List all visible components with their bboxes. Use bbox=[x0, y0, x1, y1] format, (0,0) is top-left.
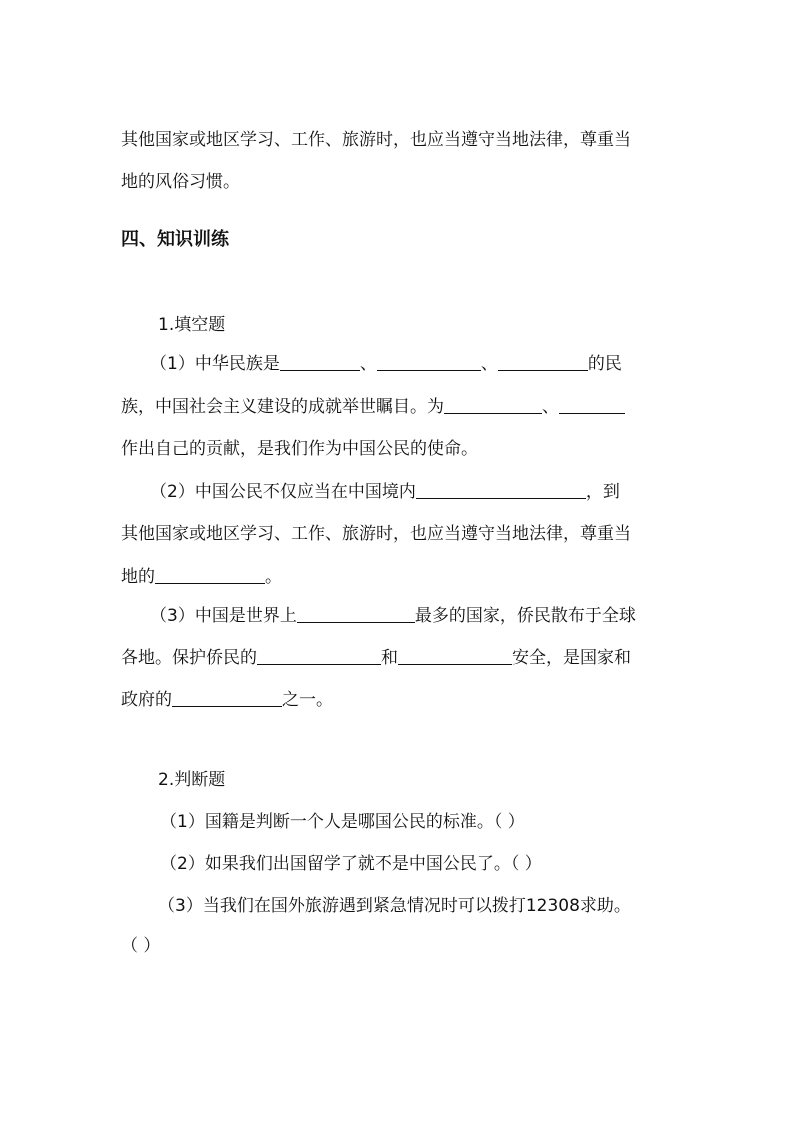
fill-q2-blank-1[interactable] bbox=[416, 480, 586, 499]
fill-q1-sep-1: 、 bbox=[359, 354, 377, 374]
judge-q1 bbox=[160, 810, 525, 834]
judge-q3-text: （3）当我们在国外旅游遇到紧急情况时可以拨打12308求助。 bbox=[158, 896, 631, 916]
fill-q1-text-a: （1）中华民族是 bbox=[150, 354, 280, 374]
fill-q3-blank-3[interactable] bbox=[398, 646, 512, 665]
fill-q1-line1 bbox=[150, 352, 622, 376]
fill-q3-blank-2[interactable] bbox=[257, 646, 381, 665]
fill-q3-text-a: （3）中国是世界上 bbox=[150, 606, 297, 626]
fill-q2-line1 bbox=[150, 480, 620, 504]
fill-q2-line3 bbox=[121, 565, 282, 589]
fill-q1-text-c: 族，中国社会主义建设的成就举世瞩目。为 bbox=[121, 397, 444, 417]
fill-q2-text-e: 。 bbox=[265, 567, 282, 587]
fill-q1-blank-1[interactable] bbox=[280, 352, 360, 371]
fill-q3-text-e: 安全，是国家和 bbox=[512, 648, 631, 668]
judge-title-text: 2.判断题 bbox=[158, 770, 226, 790]
judge-q1-text: （1）国籍是判断一个人是哪国公民的标准。（ ） bbox=[160, 812, 525, 832]
fill-title-text: 1.填空题 bbox=[158, 315, 226, 335]
fill-q2-line2 bbox=[121, 522, 631, 546]
intro-line-1 bbox=[121, 128, 631, 152]
fill-q1-sep-2: 、 bbox=[480, 354, 498, 374]
intro-line-2 bbox=[121, 170, 240, 194]
judge-title bbox=[158, 768, 225, 792]
fill-q3-text-b: 最多的国家，侨民散布于全球 bbox=[414, 606, 636, 626]
fill-q1-blank-3[interactable] bbox=[498, 352, 588, 371]
fill-q3-line3 bbox=[121, 688, 333, 712]
intro-text-1: 其他国家或地区学习、工作、旅游时，也应当遵守当地法律，尊重当 bbox=[121, 130, 631, 150]
fill-q3-text-g: 之一。 bbox=[282, 690, 333, 710]
fill-q1-line2 bbox=[121, 395, 625, 419]
fill-q2-text-c: 其他国家或地区学习、工作、旅游时，也应当遵守当地法律，尊重当 bbox=[121, 524, 631, 544]
judge-q2-text: （2）如果我们出国留学了就不是中国公民了。（ ） bbox=[160, 854, 542, 874]
fill-q1-blank-5[interactable] bbox=[559, 395, 625, 414]
fill-q1-line3 bbox=[121, 437, 478, 461]
judge-q3-answer[interactable] bbox=[121, 934, 160, 958]
section-heading-text: 四、知识训练 bbox=[121, 229, 229, 250]
fill-q3-blank-4[interactable] bbox=[172, 688, 282, 707]
section-heading bbox=[121, 228, 229, 252]
fill-q1-text-b: 的民 bbox=[587, 354, 622, 374]
fill-q2-text-b: ，到 bbox=[585, 482, 620, 502]
fill-q3-blank-1[interactable] bbox=[297, 604, 415, 623]
fill-q1-sep-3: 、 bbox=[542, 397, 559, 417]
fill-q3-text-d: 和 bbox=[381, 648, 398, 668]
fill-q3-line1 bbox=[150, 604, 636, 628]
fill-q3-text-c: 各地。保护侨民的 bbox=[121, 648, 257, 668]
fill-q1-text-d: 作出自己的贡献，是我们作为中国公民的使命。 bbox=[121, 439, 478, 459]
fill-q2-blank-2[interactable] bbox=[155, 565, 265, 584]
intro-text-2: 地的风俗习惯。 bbox=[121, 172, 240, 192]
judge-q3-paren[interactable]: （ ） bbox=[121, 936, 161, 956]
fill-q1-blank-2[interactable] bbox=[377, 352, 481, 371]
fill-q1-blank-4[interactable] bbox=[444, 395, 542, 414]
fill-q3-text-f: 政府的 bbox=[121, 690, 172, 710]
judge-q3 bbox=[158, 894, 631, 918]
fill-q3-line2 bbox=[121, 646, 631, 670]
judge-q2 bbox=[160, 852, 542, 876]
fill-title bbox=[158, 313, 225, 337]
fill-q2-text-d: 地的 bbox=[121, 567, 155, 587]
fill-q2-text-a: （2）中国公民不仅应当在中国境内 bbox=[150, 482, 416, 502]
